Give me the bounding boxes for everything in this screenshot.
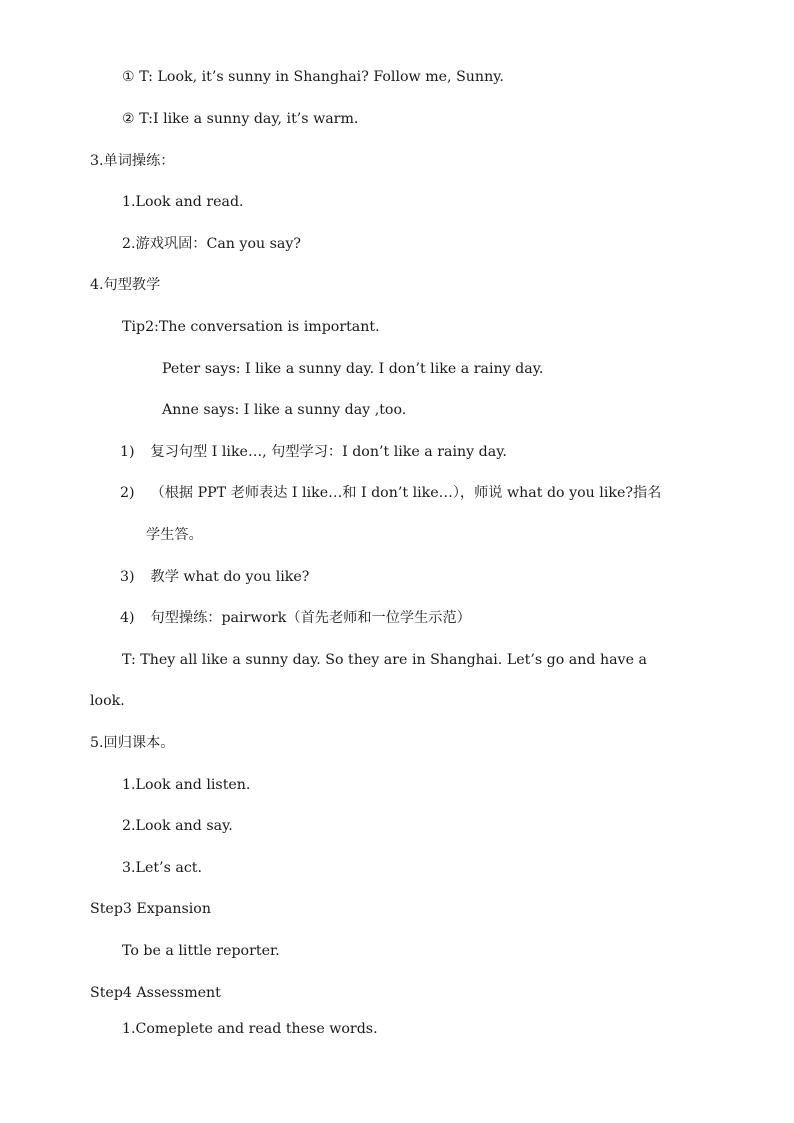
list-number: 1) (120, 444, 135, 460)
text-line-tip2: Tip2:The conversation is important. (122, 319, 380, 335)
text-line-lets-act: 3.Let’s act. (122, 860, 202, 876)
text-line-look-listen: 1.Look and listen. (122, 777, 251, 793)
text-line-reporter: To be a little reporter. (122, 943, 280, 959)
list-number: 3) (120, 569, 135, 585)
list-item-text: 教学 what do you like? (150, 569, 310, 585)
text-line-game: 2.游戏巩固：Can you say? (122, 236, 301, 252)
section-heading-back-to-book: 5.回归课本。 (90, 735, 175, 751)
list-item-4 (120, 609, 471, 627)
section-heading-step3: Step3 Expansion (90, 901, 211, 917)
text-line-look-read: 1.Look and read. (122, 194, 244, 210)
section-heading-sentence-teaching: 4.句型教学 (90, 277, 161, 293)
list-item-text: （根据 PPT 老师表达 I like…和 I don’t like…），师说 what do you like?指名 (150, 485, 662, 501)
text-line-activity-1: ① T: Look, it’s sunny in Shanghai? Follow me, Sunny. (122, 69, 504, 85)
list-number: 2) (120, 485, 135, 501)
list-number: 4) (120, 610, 135, 626)
text-line-anne-says: Anne says: I like a sunny day ,too. (162, 402, 407, 418)
text-line-peter-says: Peter says: I like a sunny day. I don’t like a rainy day. (162, 361, 544, 377)
list-item-1 (120, 443, 507, 461)
text-line-activity-2: ② T:I like a sunny day, it’s warm. (122, 111, 359, 127)
section-heading-step4: Step4 Assessment (90, 985, 221, 1001)
list-item-3 (120, 568, 309, 586)
text-line-look-say: 2.Look and say. (122, 818, 233, 834)
list-item-2 (120, 484, 661, 502)
list-item-text: 句型操练：pairwork（首先老师和一位学生示范） (150, 610, 471, 626)
text-line-complete-words: 1.Comeplete and read these words. (122, 1021, 378, 1037)
section-heading-word-drill: 3.单词操练： (90, 153, 175, 169)
list-item-2-continuation: 学生答。 (146, 527, 203, 543)
text-line-teacher-shanghai: T: They all like a sunny day. So they are in Shanghai. Let’s go and have a (122, 652, 647, 668)
list-item-text: 复习句型 I like…, 句型学习：I don’t like a rainy day. (150, 444, 507, 460)
text-line-look: look. (90, 693, 125, 709)
